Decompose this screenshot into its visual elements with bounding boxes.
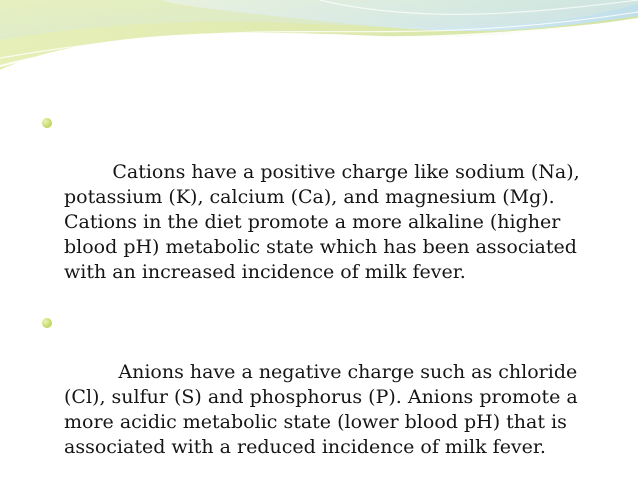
bullet-text: Cations have a positive charge like sodium (Na), potassium (K), calcium (Ca), and magnesium (Mg). Cations in the diet promote a more alkaline (higher blood pH) metabolic state which has been associated with an increased incidence of milk fever.	[64, 161, 586, 283]
circle-bullet-icon	[42, 118, 52, 128]
bullet-text: Anions have a negative charge such as chloride (Cl), sulfur (S) and phosphorus (P). Anions promote a more acidic metabolic state (lower blood pH) that is associated with a reduced incidence of milk fever.	[64, 361, 584, 458]
circle-bullet-icon	[42, 318, 52, 328]
slide-body	[42, 110, 617, 485]
bullet-item-anions	[42, 310, 617, 485]
bullet-item-cations	[42, 110, 617, 310]
header-wave-decoration	[0, 0, 638, 80]
bullet-list	[42, 110, 617, 485]
